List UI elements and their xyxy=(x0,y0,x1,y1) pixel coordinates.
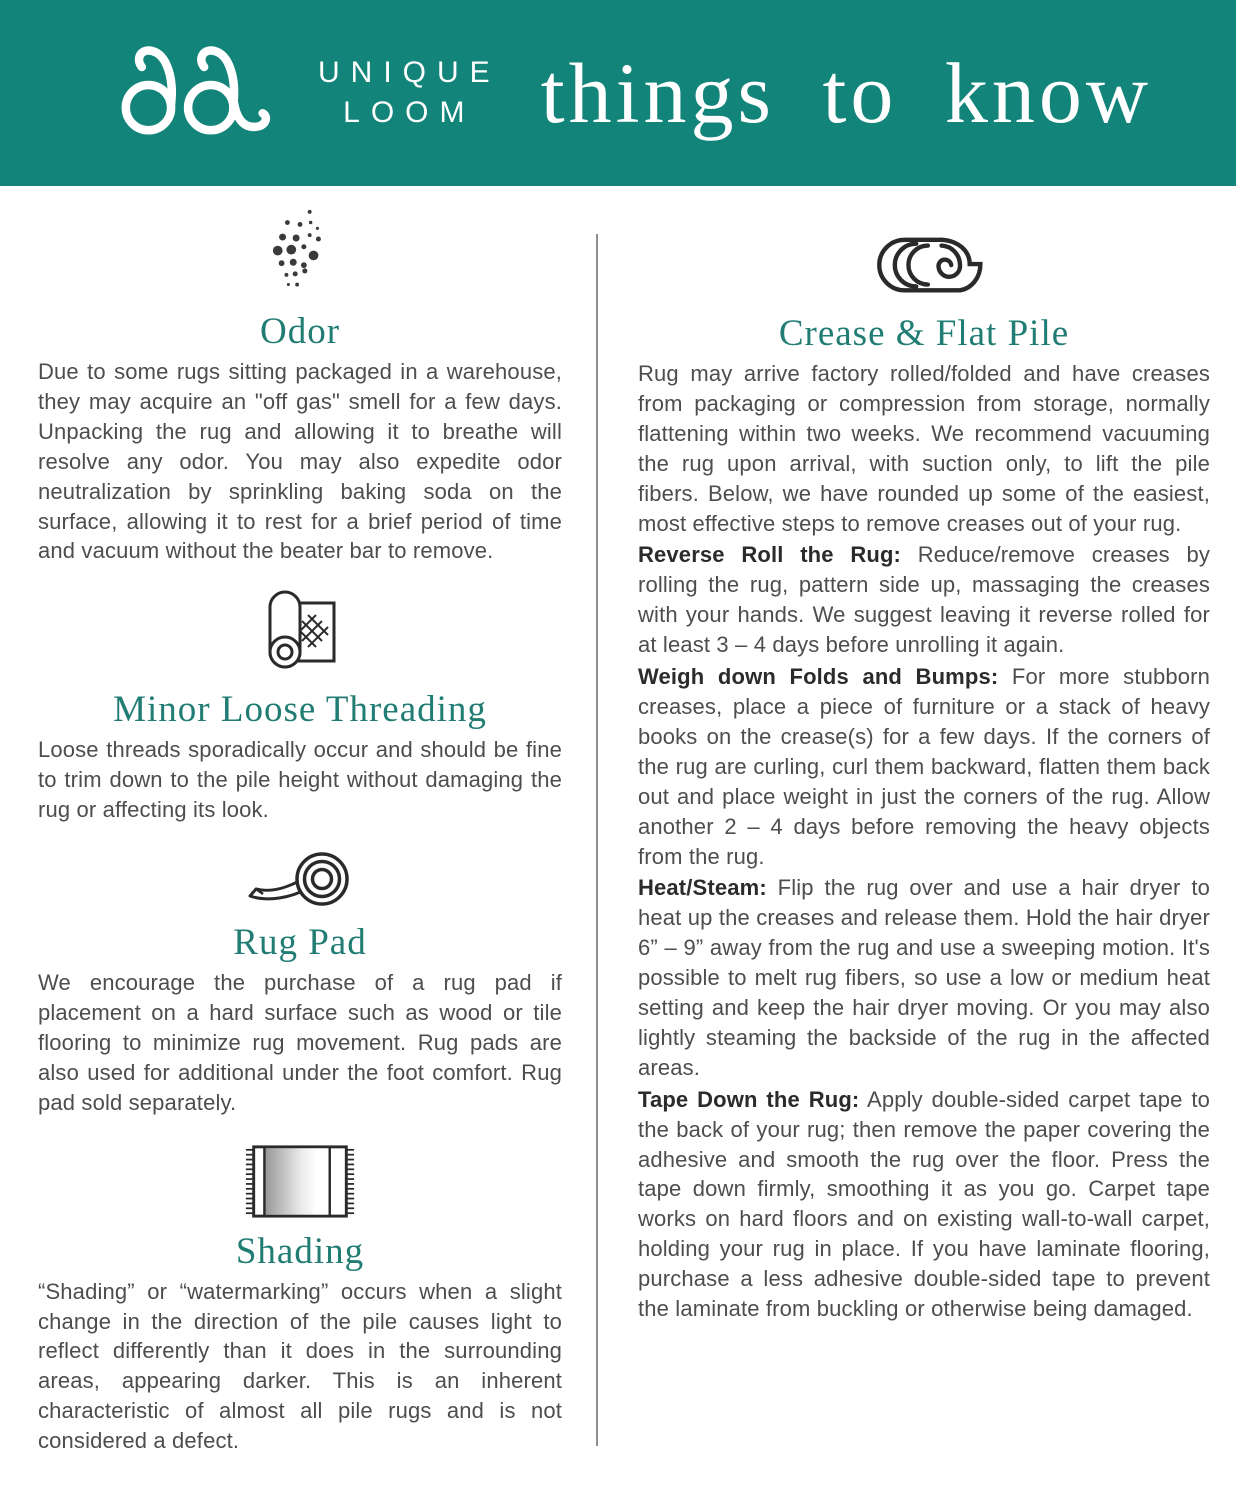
brand-name xyxy=(318,53,501,132)
left-column xyxy=(38,186,562,1456)
right-column xyxy=(598,186,1210,1456)
brand-line-1: UNIQUE xyxy=(318,56,501,90)
step-weigh-down xyxy=(638,662,1210,871)
step-tape-down xyxy=(638,1085,1210,1324)
step-reverse-roll xyxy=(638,540,1210,660)
step-text: Reduce/remove creases by rolling the rug, pattern side up, massaging the creases with your hands. We suggest leaving it reverse rolled for at least 3 – 4 days before unrolling it again. xyxy=(638,542,1210,658)
step-heat-steam xyxy=(638,873,1210,1082)
section-icon-wrap xyxy=(638,232,1210,302)
section-icon-wrap xyxy=(38,590,562,678)
step-lead: Heat/Steam: xyxy=(638,875,767,901)
section-title: Rug Pad xyxy=(233,922,367,964)
step-text: Flip the rug over and use a hair dryer to heat up the creases and release them. Hold the hair dryer 6” – 9” away from the rug and use a sweeping motion. It's possible to melt rug fibers, so use a low or medium heat setting and keep the hair dryer moving. Or you may also lightly steaming the backside of the rug in the affected areas. xyxy=(638,875,1211,1080)
section-rug-pad xyxy=(38,849,562,1118)
content-columns xyxy=(0,186,1236,1456)
section-icon-wrap xyxy=(38,208,562,300)
section-intro: Rug may arrive factory rolled/folded and have creases from packaging or compression from storage, normally flattening within two weeks. We recommend vacuuming the rug upon arrival, with suction only, to lift the pile fibers. Below, we have rounded up some of the easiest, most effective steps to remove creases out of your rug. xyxy=(638,361,1210,536)
rolled-rug-side-icon xyxy=(865,232,983,302)
section-title: Crease & Flat Pile xyxy=(778,313,1070,354)
section-body: Loose threads sporadically occur and should be fine to trim down to the pile height without damaging the rug or affecting its look. xyxy=(38,737,562,823)
section-body: Due to some rugs sitting packaged in a warehouse, they may acquire an "off gas" smell for a few days. Unpacking the rug and allowing it to breathe will resolve any odor. You may also expedite odor neutralization by sprinkling baking soda on the surface, allowing it to rest for a brief period of time and vacuum without the beater bar to remove. xyxy=(38,359,562,564)
section-body: “Shading” or “watermarking” occurs when a slight change in the direction of the pile causes light to reflect differently than it does in the surrounding areas, appearing darker. This is an inherent characteristic of almost all pile rugs and is not considered a defect. xyxy=(38,1278,562,1454)
rolled-rug-corner-icon xyxy=(259,590,341,678)
section-shading xyxy=(38,1142,562,1456)
section-odor xyxy=(38,208,562,566)
section-title: Shading xyxy=(235,1230,365,1272)
step-text: For more stubborn creases, place a piece of furniture or a stack of heavy books on the crease(s) for a few days. If the corners of the rug are curling, curl them backward, flatten them back out and place weight in just the corners of the rug. Allow another 2 – 4 days before removing the heavy objects from the rug. xyxy=(638,664,1210,869)
section-title: Minor Loose Threading xyxy=(113,689,487,731)
header-banner xyxy=(0,0,1236,186)
section-body: We encourage the purchase of a rug pad if placement on a hard surface such as wood or tile flooring to minimize rug movement. Rug pads are also used for additional under the foot comfort. Rug pad sold separately. xyxy=(38,970,562,1115)
section-title: Odor xyxy=(259,311,341,352)
fringed-rug-shading-icon xyxy=(239,1142,361,1220)
step-lead: Tape Down the Rug: xyxy=(638,1086,860,1112)
page-title: things to know xyxy=(540,45,1152,141)
unique-loom-monogram-icon xyxy=(98,34,298,152)
section-minor-loose-threading xyxy=(38,590,562,825)
step-text: Apply double-sided carpet tape to the back of your rug; then remove the paper covering the adhesive and smooth the rug over the floor. Press the tape down firmly, smoothing it as you go. Carpet tape works on hard floors and on existing wall-to-wall carpet, holding your rug in place. If you have laminate flooring, purchase a less adhesive double-sided tape to prevent the laminate from buckling or otherwise being damaged. xyxy=(638,1086,1210,1322)
odor-dots-icon xyxy=(269,208,331,300)
rug-pad-roll-icon xyxy=(248,849,353,911)
brand-block xyxy=(0,34,501,152)
step-lead: Weigh down Folds and Bumps: xyxy=(638,664,999,690)
section-icon-wrap xyxy=(38,1142,562,1220)
brand-line-2: LOOM xyxy=(343,96,476,129)
section-icon-wrap xyxy=(38,849,562,911)
section-crease-flat-pile xyxy=(638,232,1210,1324)
step-lead: Reverse Roll the Rug: xyxy=(638,542,902,568)
